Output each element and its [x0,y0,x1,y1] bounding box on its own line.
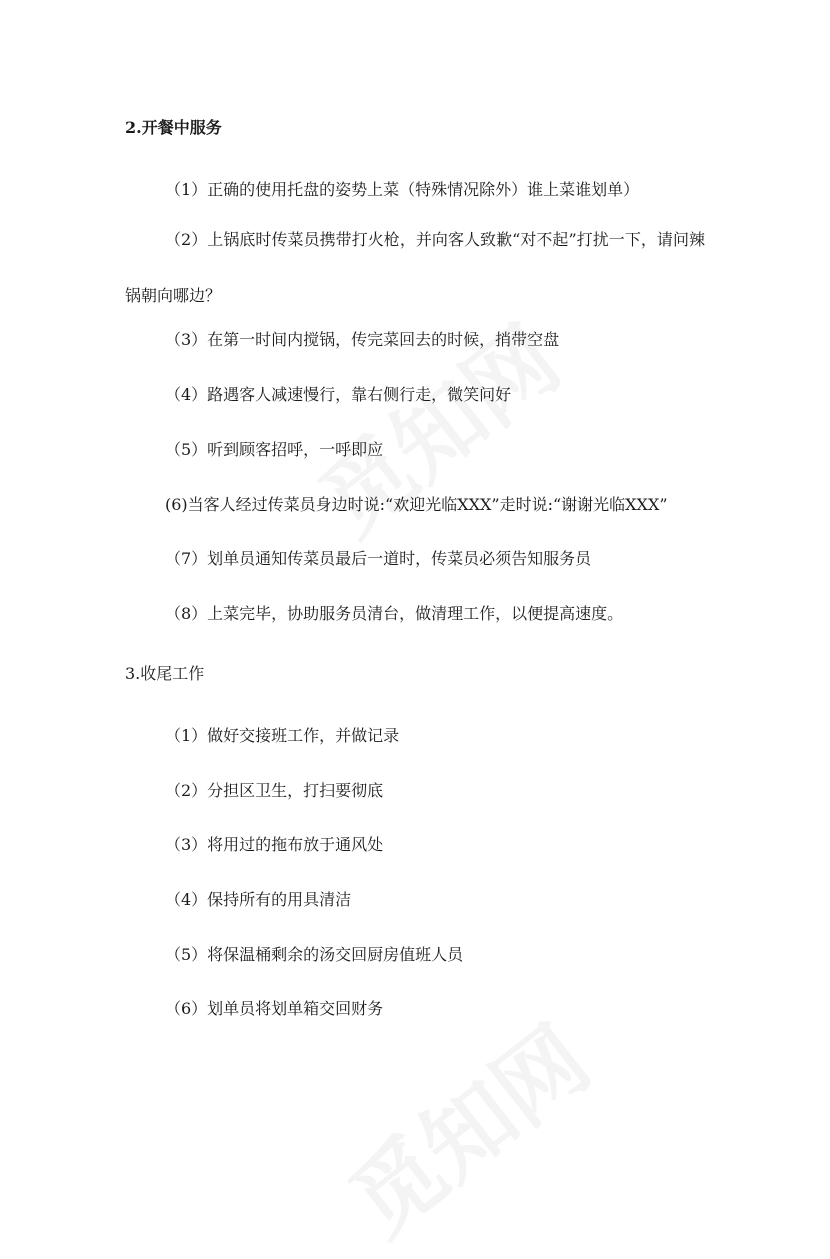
section-3-title: 3.收尾工作 [125,664,205,683]
section-2-item-3: （3）在第一时间内搅锅，传完菜回去的时候，捎带空盘 [165,330,560,349]
section-3-item-1: （1）做好交接班工作，并做记录 [165,726,400,745]
watermark-bottom [319,991,612,1259]
section-2-title: 2.开餐中服务 [125,118,222,137]
section-2-item-2: （2）上锅底时传菜员携带打火枪，并向客人致歉“对不起”打扰一下，请问辣锅朝向哪边？ [125,230,705,305]
section-3-item-6: （6）划单员将划单箱交回财务 [165,999,384,1018]
section-2-item-5: （5）听到顾客招呼，一呼即应 [165,440,384,459]
section-2-item-4: （4）路遇客人减速慢行，靠右侧行走，微笑问好 [165,385,512,404]
section-3-item-4: （4）保持所有的用具清洁 [165,890,352,909]
section-3-item-3: （3）将用过的拖布放于通风处 [165,835,384,854]
section-2-item-1: （1）正确的使用托盘的姿势上菜（特殊情况除外）谁上菜谁划单） [165,180,640,199]
section-3-item-5: （5）将保温桶剩余的汤交回厨房值班人员 [165,945,464,964]
section-2-item-7: （7）划单员通知传菜员最后一道时，传菜员必须告知服务员 [165,549,592,568]
section-2-item-8: （8）上菜完毕，协助服务员清台，做清理工作，以便提高速度。 [165,604,624,623]
section-2-item-6: (6)当客人经过传菜员身边时说:“欢迎光临XXX”走时说:“谢谢光临XXX” [165,495,668,514]
section-3-item-2: （2）分担区卫生，打扫要彻底 [165,781,384,800]
